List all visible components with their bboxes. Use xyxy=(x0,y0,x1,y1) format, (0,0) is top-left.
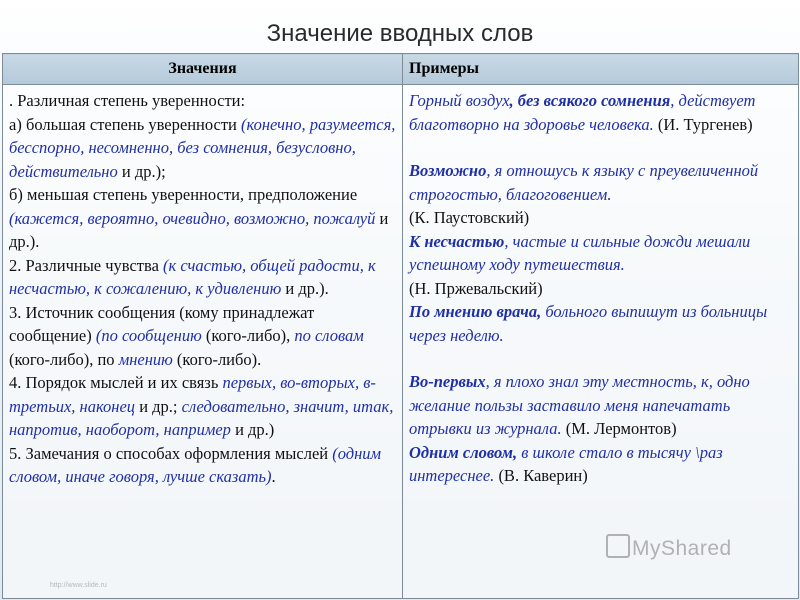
meaning-item: . Различная степень уверенности: xyxy=(9,91,246,110)
example-item: К несчастью, частые и сильные дожди мешали успешному ходу путешествия. (Н. Пржевальский) xyxy=(409,231,751,298)
meaning-item: 4. Порядок мыслей и их связь первых, во-вторых, в-третьих, наконец и др.; следовательно, значит, итак, напротив, наоборот, например и др.) xyxy=(9,373,394,439)
example-item: Возможно, я отношусь к языку с преувеличенной строгостью, благоговением. (К. Паустовский) xyxy=(409,161,759,227)
comparison-table xyxy=(2,53,799,599)
watermark-logo: MyShared xyxy=(606,534,732,561)
meaning-item: 5. Замечания о способах оформления мыслей (одним словом, иначе говоря, лучше сказать). xyxy=(9,443,382,486)
meaning-item: 3. Источник сообщения (кому принадлежат сообщение) (по сообщению (кого-либо), по словам (кого-либо), по мнению (кого-либо). xyxy=(9,302,364,369)
table-header-row xyxy=(3,54,799,85)
example-item: Во-первых, я плохо знал эту местность, к, одно желание пользы заставило меня напечатать отрывки из журнала. (М. Лермонтов) xyxy=(409,372,750,438)
meaning-item: б) меньшая степень уверенности, предположение (кажется, вероятно, очевидно, возможно, пожалуй и др.). xyxy=(9,185,389,251)
example-item: По мнению врача, больного выпишут из больницы через неделю. xyxy=(409,302,768,345)
examples-cell xyxy=(403,85,799,599)
meanings-cell xyxy=(3,85,403,599)
header-meanings: Значения xyxy=(3,54,403,85)
example-item: Одним словом, в школе стало в тысячу \раз интереснее. (В. Каверин) xyxy=(409,442,723,485)
spacer xyxy=(409,136,792,159)
logo-icon xyxy=(606,534,630,558)
source-url: http://www.slide.ru xyxy=(50,582,107,589)
example-item: Горный воздух, без всякого сомнения, действует благотворно на здоровье человека. (И. Тургенев) xyxy=(409,91,756,134)
meaning-item: 2. Различные чувства (к счастью, общей радости, к несчастью, к сожалению, к удивлению и др.). xyxy=(9,255,376,298)
slide-title: Значение вводных слов xyxy=(266,20,534,47)
meaning-item: а) большая степень уверенности (конечно, разумеется, бесспорно, несомненно, без сомнения, безусловно, действительно и др.); xyxy=(9,114,396,181)
header-examples: Примеры xyxy=(403,54,799,85)
table-row xyxy=(3,85,799,599)
spacer xyxy=(409,347,792,370)
